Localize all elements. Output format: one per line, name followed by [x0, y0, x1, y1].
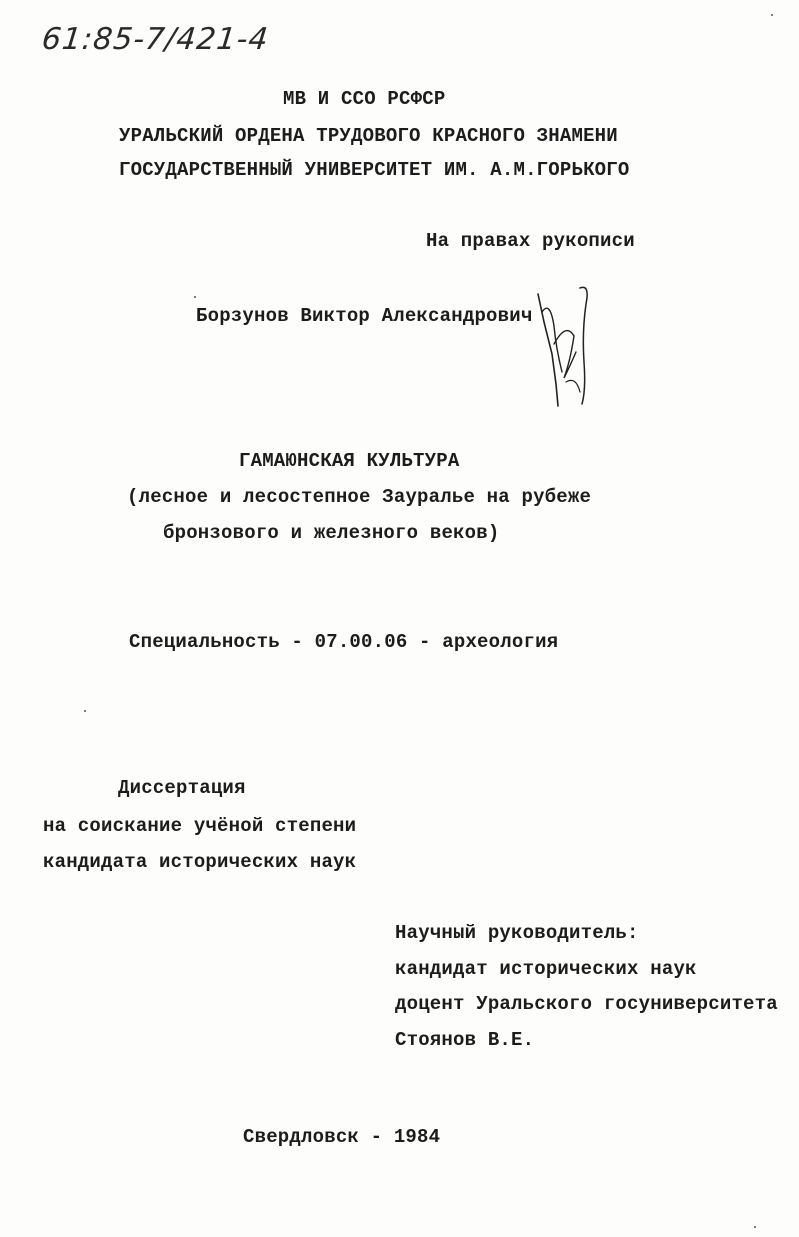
dissertation-title: ГАМАЮНСКАЯ КУЛЬТУРА [239, 450, 460, 472]
university-name-line2: ГОСУДАРСТВЕННЫЙ УНИВЕРСИТЕТ ИМ. А.М.ГОРЬКОГО [119, 159, 630, 181]
scan-speck [84, 710, 86, 712]
place-and-year: Свердловск - 1984 [243, 1126, 441, 1148]
scan-speck [754, 1226, 756, 1228]
dissertation-subtitle-line2: бронзового и железного веков) [163, 522, 500, 544]
ministry-header: МВ И ССО РСФСР [283, 88, 446, 110]
supervisor-position: доцент Уральского госуниверситета [395, 993, 778, 1015]
specialty-line: Специальность - 07.00.06 - археология [129, 631, 559, 653]
supervisor-heading: Научный руководитель: [395, 922, 639, 944]
scan-speck [194, 296, 196, 298]
degree-line2: на соискание учёной степени [43, 815, 357, 837]
scan-speck [771, 14, 773, 16]
manuscript-rights-note: На правах рукописи [426, 230, 635, 252]
supervisor-name: Стоянов В.Е. [395, 1029, 535, 1051]
degree-line1: Диссертация [118, 777, 246, 799]
author-name: Борзунов Виктор Александрович [196, 305, 533, 327]
university-name-line1: УРАЛЬСКИЙ ОРДЕНА ТРУДОВОГО КРАСНОГО ЗНАМЕНИ [119, 125, 618, 147]
dissertation-subtitle-line1: (лесное и лесостепное Зауралье на рубеже [127, 486, 592, 508]
handwritten-catalog-number: 61:85-7/421-4 [40, 22, 271, 57]
degree-line3: кандидата исторических наук [43, 851, 357, 873]
supervisor-degree: кандидат исторических наук [395, 958, 697, 980]
author-signature [536, 282, 596, 410]
